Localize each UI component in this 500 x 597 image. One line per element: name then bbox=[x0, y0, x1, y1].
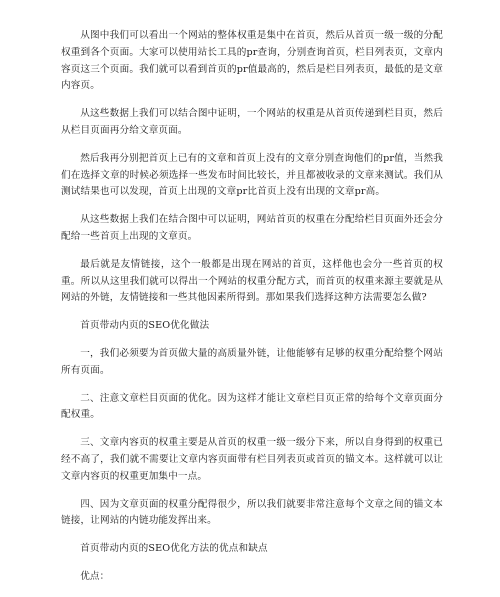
paragraph-article-pr-test: 然后我再分别把首页上已有的文章和首页上没有的文章分别查询他们的pr值，当然我们在选择文章的时候必须选择一些发布时间比较长，并且都被收录的文章来测试。我们从测试结果也可以发现，首页上出现的文章pr比首页上没有出现的文章pr高。 bbox=[61, 152, 443, 198]
paragraph-step-three: 三、文章内容页的权重主要是从首页的权重一级一级分下来，所以自身得到的权重已经不高了，我们就不需要让文章内容页面带有栏目列表页或首页的锚文本。这样就可以让文章内容页的权重更加集中一点。 bbox=[61, 437, 443, 482]
paragraph-step-two: 二、注意文章栏目页面的优化。因为这样才能让文章栏目页正常的给每个文章页面分配权重。 bbox=[61, 392, 443, 421]
section-label-advantages: 优点： bbox=[80, 570, 110, 582]
paragraph-step-four: 四、因为文章页面的权重分配得很少，所以我们就要非常注意每个文章之间的锚文本链接，让网站的内链功能发挥出来。 bbox=[61, 498, 443, 527]
document-page bbox=[61, 28, 443, 597]
paragraph-step-one: 一，我们必须要为首页做大量的高质量外链，让他能够有足够的权重分配给整个网站所有页面。 bbox=[61, 347, 443, 376]
paragraph-friend-links: 最后就是友情链接，这个一般都是出现在网站的首页，这样他也会分一些首页的权重。所以从这里我们就可以得出一个网站的权重分配方式，而首页的权重来源主要就是从网站的外链，友情链接和一些其他因素所得到。那如果我们选择这种方法需要怎么做? bbox=[61, 258, 443, 304]
paragraph-weight-distribution: 从图中我们可以看出一个网站的整体权重是集中在首页，然后从首页一级一级的分配权重到各个页面。大家可以使用站长工具的pr查询，分别查询首页，栏目列表页，文章内容页这三个页面。我们就可以看到首页的pr值最高的，然后是栏目列表页，最低的是文章内容页。 bbox=[61, 30, 443, 92]
section-heading-seo-method: 首页带动内页的SEO优化做法 bbox=[80, 320, 210, 332]
section-heading-pros-cons: 首页带动内页的SEO优化方法的优点和缺点 bbox=[80, 543, 268, 555]
paragraph-weight-proof: 从这些数据上我们可以结合图中证明，一个网站的权重是从首页传递到栏目页，然后从栏目页面再分给文章页面。 bbox=[61, 108, 443, 136]
paragraph-homepage-article-weight: 从这些数据上我们在结合图中可以证明，网站首页的权重在分配给栏目页面外还会分配给一些首页上出现的文章页。 bbox=[61, 214, 443, 242]
